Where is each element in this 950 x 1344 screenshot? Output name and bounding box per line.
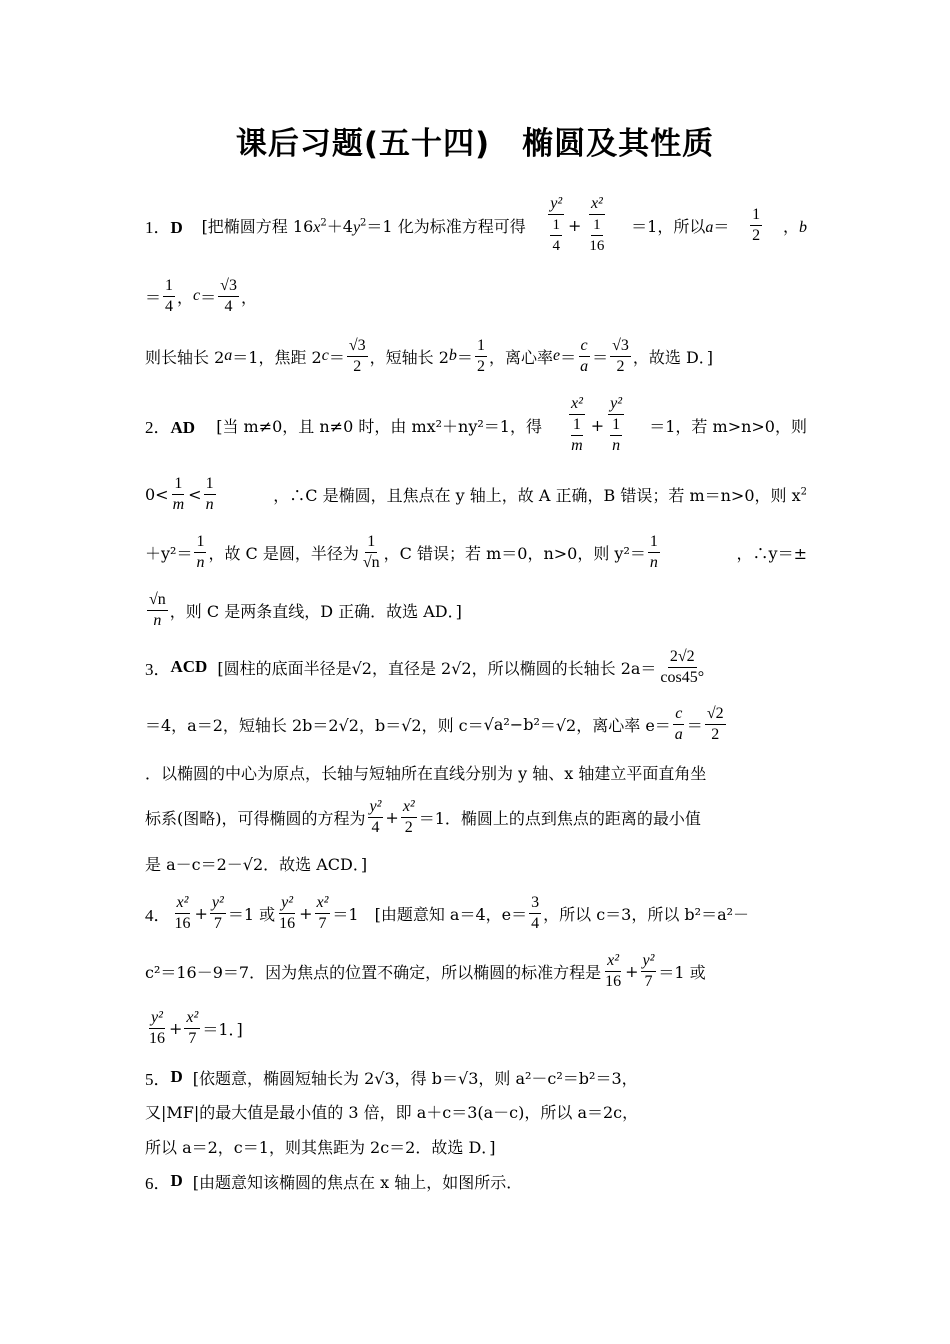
q1-number: 1． bbox=[145, 217, 171, 237]
q3-number: 3． bbox=[145, 659, 171, 679]
q3-line-3: ．以椭圆的中心为原点，长轴与短轴所在直线分别为 y 轴、x 轴建立平面直角坐 bbox=[145, 763, 707, 783]
q2-line-1: 2．AD [当 m≠0，且 n≠0 时，由 mx²＋ny²＝1，得 $\frac{\text{x²}}{\frac{1}{m}}$ + $\frac{\text{y²}}{\frac{1}{n}}$ ＝1，若 m>n>0，则 bbox=[145, 395, 807, 454]
q2-line-4: $\frac{√n}{n}$ ，则 C 是两条直线，D 正确．故选 AD．] bbox=[149, 590, 462, 629]
q4-number: 4． bbox=[145, 905, 171, 925]
q4-line-1: 4． $\frac{\text{x²}}{16}$ + $\frac{\text{y²}}{7}$ ＝1 或 $\frac{\text{y²}}{16}$ + $\frac{\text{x²}}{7}$ ＝1 [由题意知 a＝4，e＝ $\frac{3}{4}$ ，所以 c＝3，所以 b²＝a²－ bbox=[145, 893, 750, 932]
q1-answer: D bbox=[170, 217, 183, 237]
q4-line-2: c²＝16－9＝7．因为焦点的位置不确定，所以椭圆的标准方程是 $\frac{\text{x²}}{16}$ + $\frac{\text{y²}}{7}$ ＝1 或 bbox=[145, 951, 706, 990]
q6-answer: D bbox=[170, 1171, 183, 1190]
q6-line-1: 6． D [由题意知该椭圆的焦点在 x 轴上，如图所示． bbox=[145, 1161, 807, 1201]
q5-line-3: 所以 a＝2，c＝1，则其焦距为 2c＝2．故选 D．] bbox=[145, 1137, 496, 1157]
q2-number: 2． bbox=[145, 417, 171, 437]
q2-answer: AD bbox=[170, 417, 196, 437]
q1-line-1: 1．D [把椭圆方程 $16x^2+4y^2=1$ 化为标准方程可得 $\frac{\text{y²}}{\frac{1}{4}}$ + $\frac{\text{x²}}{\frac{1}{16}}$ ＝1，所以a＝ $\frac{1}{2}$ ，b bbox=[145, 195, 807, 254]
q2-line-2: 0< $\frac{1}{m}$ < $\frac{1}{n}$ ，∴C 是椭圆，且焦点在 y 轴上，故 A 正确，B 错误；若 m＝n>0，则 $x^2$ bbox=[145, 474, 807, 513]
q3-line-2: ＝4，a＝2，短轴长 2b＝2√2，b＝√2，则 c＝ √a²−b² ＝√2，离心率 e＝ $\frac{c}{a}$ ＝ $\frac{√2}{2}$ bbox=[145, 704, 724, 743]
q1-line-2: ＝ $\frac{1}{4}$ ， c ＝ $\frac{√3}{4}$ ， bbox=[145, 276, 257, 315]
q5-line-1: 5． D [依题意，椭圆短轴长为 2√3，得 b＝√3，则 a²－c²＝b²＝3， bbox=[145, 1057, 807, 1097]
q2-line-3: ＋y²＝ $\frac{1}{n}$ ，故 C 是圆，半径为 $\frac{1}{√n}$ ，C 错误；若 m＝0，n>0，则 y²＝ $\frac{1}{n}$ ，∴y＝± bbox=[145, 532, 807, 571]
q3-answer: ACD bbox=[170, 657, 208, 676]
q1-frac-y2-quarter: $\frac{\text{y²}}{\frac{1}{4}}$ bbox=[550, 195, 563, 254]
page-title: 课后习题(五十四) 椭圆及其性质 bbox=[235, 126, 715, 162]
q5-answer: D bbox=[170, 1067, 183, 1086]
q4-line-3: $\frac{\text{y²}}{16}$ + $\frac{\text{x²}}{7}$ ＝1．] bbox=[149, 1008, 243, 1047]
q5-line-2: 又|MF|的最大值是最小值的 3 倍，即 a＋c＝3(a－c)，所以 a＝2c， bbox=[145, 1102, 639, 1122]
q3-line-1: 3． ACD [圆柱的底面半径是√2，直径是 2√2，所以椭圆的长轴长 2a＝ $\frac{2√2}{\cos 45^\circ}$ bbox=[145, 647, 705, 686]
q1-frac-x2-sixteenth: $\frac{\text{x²}}{\frac{1}{16}}$ bbox=[589, 195, 605, 254]
q6-number: 6． bbox=[145, 1173, 171, 1193]
q5-number: 5． bbox=[145, 1069, 171, 1089]
q3-line-4: 标系(图略)，可得椭圆的方程为 $\frac{\text{y²}}{4}$ + $\frac{\text{x²}}{2}$ ＝1．椭圆上的点到焦点的距离的最小值 bbox=[145, 797, 701, 836]
q1-line-3: 则长轴长 2 a ＝1，焦距 2 c ＝ $\frac{√3}{2}$ ，短轴长 2 b ＝ $\frac{1}{2}$ ，离心率 e ＝ $\frac{c}{a}$ ＝ $\frac{√3}{2}$ ，故选 D．] bbox=[145, 336, 714, 375]
q1-text: [把椭圆方程 16 bbox=[201, 216, 314, 236]
q3-line-5: 是 a－c＝2－√2．故选 ACD．] bbox=[145, 854, 368, 874]
